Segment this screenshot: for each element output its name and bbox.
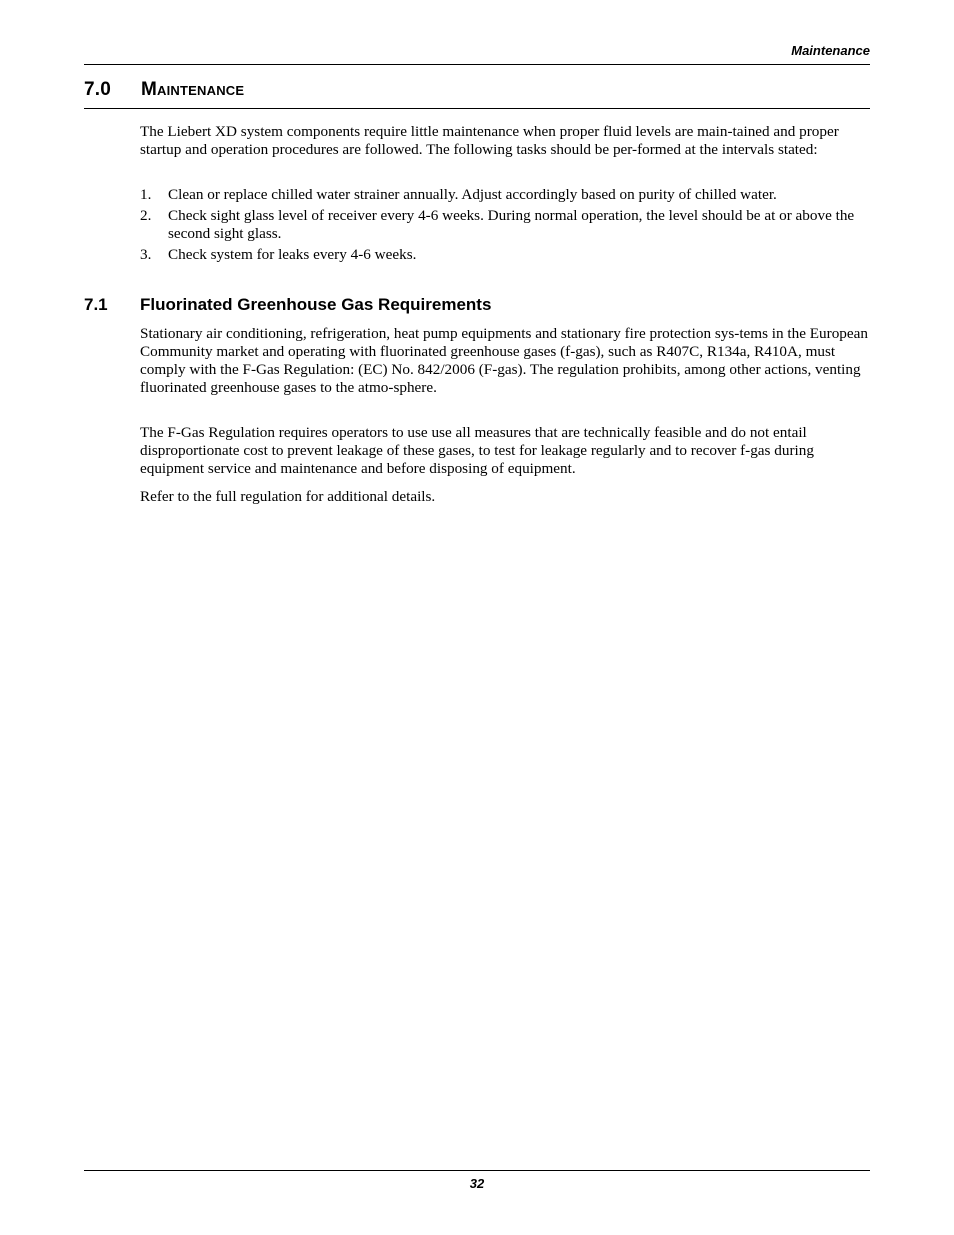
chapter-number: 7.0 (84, 79, 112, 100)
section-paragraph: Stationary air conditioning, refrigeration, heat pump equipments and stationary fire protection sys-tems in the European Community market and operating with fluorinated greenhouse gases (f-gas), such as R407C, R134a, R410A, must comply with the F-Gas Regulation: (EC) No. 842/2006 (F-gas). The regulation prohibits, among other actions, venting fluorinated greenhouse gases to the atmo-sphere. (140, 325, 868, 396)
section-title: Fluorinated Greenhouse Gas Requirements (140, 295, 492, 314)
running-header: Maintenance (791, 43, 870, 58)
list-item-text: Check sight glass level of receiver every 4-6 weeks. During normal operation, the level should be at or above the second sight glass. (168, 207, 855, 242)
list-item (140, 186, 870, 204)
chapter-title: Maintenance (141, 79, 245, 100)
list-item-text: Check system for leaks every 4-6 weeks. (168, 246, 417, 263)
list-marker: 3. (140, 246, 152, 263)
chapter-rule (84, 108, 870, 109)
section-heading (84, 295, 491, 315)
section-number: 7.1 (84, 295, 108, 314)
task-list (140, 186, 870, 267)
page-number: 32 (469, 1176, 485, 1191)
list-item (140, 207, 870, 243)
section-paragraph: Refer to the full regulation for additional details. (140, 488, 436, 505)
list-item-text: Clean or replace chilled water strainer annually. Adjust accordingly based on purity of chilled water. (168, 186, 777, 203)
list-marker: 2. (140, 207, 152, 224)
chapter-heading (84, 79, 244, 101)
intro-paragraph: The Liebert XD system components require little maintenance when proper fluid levels are main-tained and proper startup and operation procedures are followed. The following tasks should be per-formed at the intervals stated: (140, 123, 839, 158)
footer-rule (84, 1170, 870, 1171)
list-item (140, 246, 870, 264)
header-rule (84, 64, 870, 65)
section-paragraph: The F-Gas Regulation requires operators to use use all measures that are technically feasible and do not entail disproportionate cost to prevent leakage of these gases, to test for leakage regularly and to recover f-gas during equipment service and maintenance and before disposing of equipment. (140, 424, 814, 477)
list-marker: 1. (140, 186, 152, 203)
